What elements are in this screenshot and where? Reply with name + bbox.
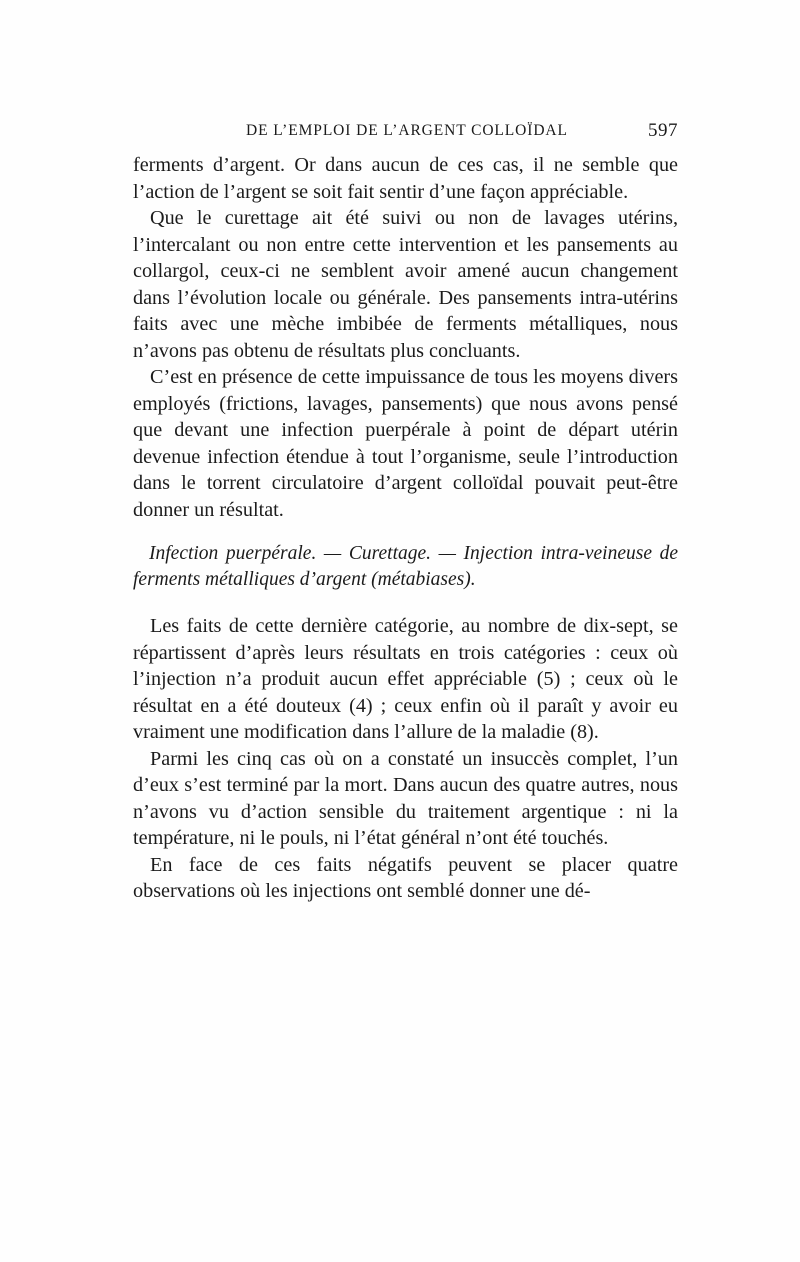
body-text — [133, 152, 678, 905]
paragraph: Les faits de cette dernière catégorie, au nombre de dix-sept, se répartissent d’après leurs résultats en trois catégories : ceux où l’injection n’a produit aucun effet appréciable (5) ; ceux où le résultat en a été douteux (4) ; ceux enfin où il paraît y avoir eu vraiment une modification dans l’allure de la maladie (8). — [133, 615, 678, 743]
section-heading: Infection puerpérale. — Curettage. — Injection intra-veineuse de ferments métalliques d’argent (métabiases). — [133, 543, 678, 590]
paragraph: C’est en présence de cette impuissance de tous les moyens divers employés (frictions, lavages, pansements) que nous avons pensé que devant une infection puerpérale à point de départ utérin devenue infection étendue à tout l’organisme, seule l’introduction dans le torrent circulatoire d’argent colloïdal pouvait peut-être donner un résultat. — [133, 366, 678, 521]
paragraph: Que le curettage ait été suivi ou non de lavages utérins, l’intercalant ou non entre cette intervention et les pansements au collargol, ceux-ci ne semblent avoir amené aucun changement dans l’évolution locale ou générale. Des pansements intra-utérins faits avec une mèche imbibée de ferments métalliques, nous n’avons pas obtenu de résultats plus concluants. — [133, 207, 678, 362]
paragraph: Parmi les cinq cas où on a constaté un insuccès complet, l’un d’eux s’est terminé par la mort. Dans aucun des quatre autres, nous n’avons vu d’action sensible du traitement argentique : ni la température, ni le pouls, ni l’état général n’ont été touchés. — [133, 747, 678, 849]
running-title: DE L’EMPLOI DE L’ARGENT COLLOÏDAL — [246, 122, 568, 139]
paragraph: ferments d’argent. Or dans aucun de ces cas, il ne semble que l’action de l’argent se soit fait sentir d’une façon appréciable. — [133, 154, 678, 203]
page-number: 597 — [648, 120, 678, 141]
page-header — [246, 120, 678, 144]
paragraph: En face de ces faits négatifs peuvent se placer quatre observations où les injections ont semblé donner une dé- — [133, 853, 678, 902]
